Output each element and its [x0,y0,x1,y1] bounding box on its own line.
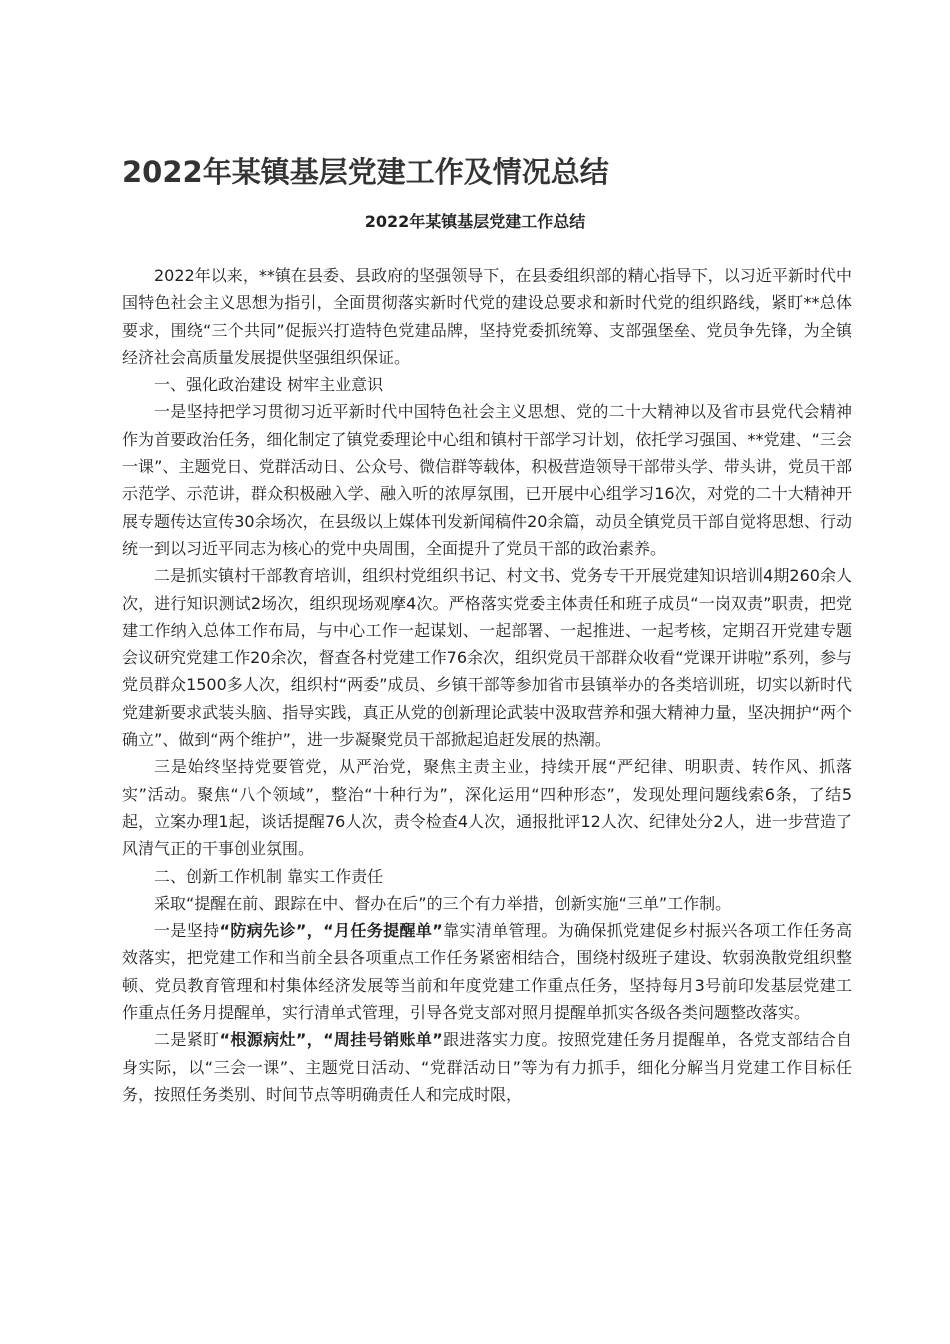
document-subtitle: 2022年某镇基层党建工作总结 [364,212,586,231]
paragraph-1: 一是坚持把学习贯彻习近平新时代中国特色社会主义思想、党的二十大精神以及省市县党代会精神作为首要政治任务，细化制定了镇党委理论中心组和镇村干部学习计划，依托学习强国、**党建、“三会一课”、主题党日、党群活动日、公众号、微信群等载体，积极营造领导干部带头学、带头讲，党员干部示范学、示范讲，群众积极融入学、融入听的浓厚氛围，已开展中心组学习16次，对党的二十大精神开展专题传达宣传30余场次，在县级以上媒体刊发新闻稿件20余篇，动员全镇党员干部自觉将思想、行动统一到以习近平同志为核心的党中央周围，全面提升了党员干部的政治素养。 [122,402,852,558]
paragraph-intro: 2022年以来，**镇在县委、县政府的坚强领导下，在县委组织部的精心指导下，以习近平新时代中国特色社会主义思想为指引，全面贯彻落实新时代党的建设总要求和新时代党的组织路线，紧盯**总体要求，围绕“三个共同”促振兴打造特色党建品牌，坚持党委抓统筹、支部强堡垒、党员争先锋，为全镇经济社会高质量发展提供坚强组织保证。 [122,266,852,367]
paragraph-5-bold: “防病先诊”，“月任务提醒单” [219,921,443,941]
paragraph-6 [122,1026,852,1108]
paragraph-5-rest: 靠实清单管理。为确保抓党建促乡村振兴各项工作任务高效落实，把党建工作和当前全县各项重点工作任务紧密相结合，围绕村级班子建设、软弱涣散党组织整顿、党员教育管理和村集体经济发展等当前和年度党建工作重点任务，坚持每月3号前印发基层党建工作重点任务月提醒单，实行清单式管理，引导各党支部对照月提醒单抓实各级各类问题整改落实。 [122,921,852,1023]
paragraph-6-bold: “根源病灶”，“周挂号销账单” [219,1030,443,1050]
document-body [122,262,852,1108]
paragraph-2: 二是抓实镇村干部教育培训，组织村党组织书记、村文书、党务专干开展党建知识培训4期260余人次，进行知识测试2场次，组织现场观摩4次。严格落实党委主体责任和班子成员“一岗双责”职责，把党建工作纳入总体工作布局，与中心工作一起谋划、一起部署、一起推进、一起考核，定期召开党建专题会议研究党建工作20余次，督查各村党建工作76余次，组织党员干部群众收看“党课开讲啦”系列，参与党员群众1500多人次，组织村“两委”成员、乡镇干部等参加省市县镇举办的各类培训班，切实以新时代党建新要求武装头脑、指导实践，真正从党的创新理论武装中汲取营养和强大精神力量，坚决拥护“两个确立”、做到“两个维护”，进一步凝聚党员干部掀起追赶发展的热潮。 [122,566,852,750]
paragraph-4: 采取“提醒在前、跟踪在中、督办在后”的三个有力举措，创新实施“三单”工作制。 [154,893,732,913]
section-heading-2: 二、创新工作机制 靠实工作责任 [154,866,384,886]
section-heading-1: 一、强化政治建设 树牢主业意识 [154,375,384,395]
paragraph-5 [122,917,852,1026]
paragraph-6-rest: 跟进落实力度。按照党建任务月提醒单，各党支部结合自身实际，以“三会一课”、主题党日活动、“党群活动日”等为有力抓手，细化分解当月党建工作目标任务，按照任务类别、时间节点等明确责任人和完成时限， [122,1030,852,1104]
paragraph-5-lead: 一是坚持 [154,921,220,941]
paragraph-3: 三是始终坚持党要管党，从严治党，聚焦主责主业，持续开展“严纪律、明职责、转作风、抓落实”活动。聚焦“八个领域”，整治“十种行为”，深化运用“四种形态”，发现处理问题线索6条，了结5起，立案办理1起，谈话提醒76人次，责令检查4人次，通报批评12人次、纪律处分2人，进一步营造了风清气正的干事创业氛围。 [122,757,852,859]
document-title: 2022年某镇基层党建工作及情况总结 [122,155,609,189]
paragraph-6-lead: 二是紧盯 [154,1030,220,1050]
